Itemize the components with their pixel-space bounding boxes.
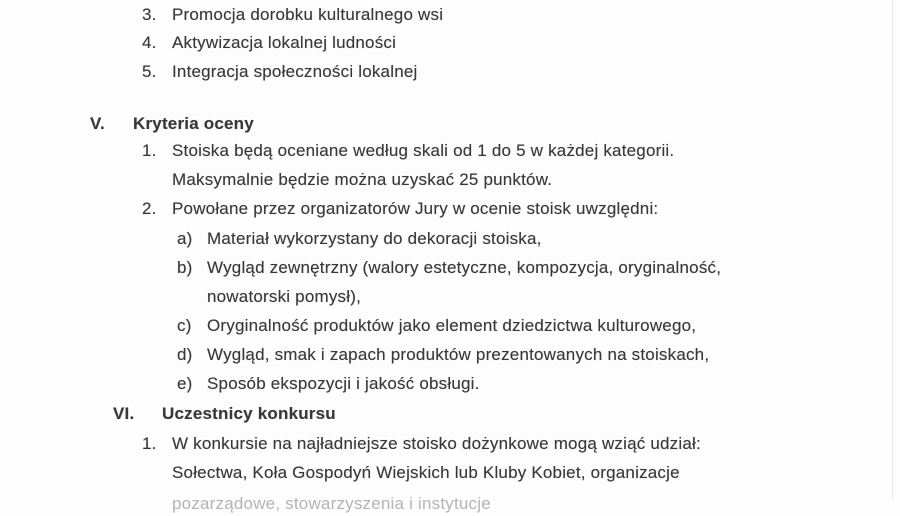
list-item-text: W konkursie na najładniejsze stoisko dożynkowe mogą wziąć udział: bbox=[172, 434, 701, 453]
list-item-e bbox=[0, 372, 900, 396]
list-item-text: Powołane przez organizatorów Jury w ocenie stoisk uwzględni: bbox=[172, 199, 659, 218]
list-item-a bbox=[0, 227, 900, 251]
list-item-marker: 5. bbox=[142, 62, 157, 81]
list-item-b-continuation bbox=[0, 285, 900, 309]
list-item-d bbox=[0, 343, 900, 367]
list-item-3 bbox=[0, 3, 900, 27]
list-item-marker: e) bbox=[177, 374, 193, 393]
list-item-text: Maksymalnie będzie można uzyskać 25 punktów. bbox=[172, 170, 553, 189]
list-item-text: Promocja dorobku kulturalnego wsi bbox=[172, 5, 444, 24]
list-item-5 bbox=[0, 60, 900, 84]
section-title: Uczestnicy konkursu bbox=[162, 404, 336, 423]
list-item-v1 bbox=[0, 139, 900, 163]
list-item-marker: b) bbox=[177, 258, 193, 277]
section-title: Kryteria oceny bbox=[133, 114, 254, 133]
list-item-text: Sposób ekspozycji i jakość obsługi. bbox=[207, 374, 480, 393]
list-item-c bbox=[0, 314, 900, 338]
list-item-text: Aktywizacja lokalnej ludności bbox=[172, 33, 397, 52]
list-item-marker: 3. bbox=[142, 5, 157, 24]
list-item-text: Stoiska będą oceniane według skali od 1 do 5 w każdej kategorii. bbox=[172, 141, 675, 160]
list-item-marker: d) bbox=[177, 345, 193, 364]
list-item-text: Sołectwa, Koła Gospodyń Wiejskich lub Kluby Kobiet, organizacje bbox=[172, 463, 680, 482]
section-heading-v bbox=[0, 112, 900, 136]
list-item-b bbox=[0, 256, 900, 280]
list-item-text: pozarządowe, stowarzyszenia i instytucje bbox=[172, 494, 491, 513]
list-item-marker: 4. bbox=[142, 33, 157, 52]
list-item-vi1-continuation bbox=[0, 461, 900, 485]
list-item-marker: 1. bbox=[142, 141, 157, 160]
list-item-vi1-clipped-line bbox=[0, 492, 900, 516]
list-item-text: Materiał wykorzystany do dekoracji stoiska, bbox=[207, 229, 542, 248]
list-item-marker: c) bbox=[177, 316, 192, 335]
list-item-text: Wygląd, smak i zapach produktów prezentowanych na stoiskach, bbox=[207, 345, 710, 364]
list-item-marker: a) bbox=[177, 229, 193, 248]
section-numeral: VI. bbox=[113, 404, 135, 423]
list-item-4 bbox=[0, 31, 900, 55]
list-item-marker: 1. bbox=[142, 434, 157, 453]
list-item-text: Oryginalność produktów jako element dziedzictwa kulturowego, bbox=[207, 316, 697, 335]
list-item-text: Wygląd zewnętrzny (walory estetyczne, kompozycja, oryginalność, bbox=[207, 258, 722, 277]
section-numeral: V. bbox=[90, 114, 105, 133]
list-item-text: Integracja społeczności lokalnej bbox=[172, 62, 418, 81]
scan-artifact-line bbox=[892, 0, 893, 500]
list-item-text: nowatorski pomysł), bbox=[207, 287, 362, 306]
list-item-v2 bbox=[0, 197, 900, 221]
section-heading-vi bbox=[0, 402, 900, 426]
list-item-vi1 bbox=[0, 432, 900, 456]
list-item-marker: 2. bbox=[142, 199, 157, 218]
list-item-v1-continuation bbox=[0, 168, 900, 192]
